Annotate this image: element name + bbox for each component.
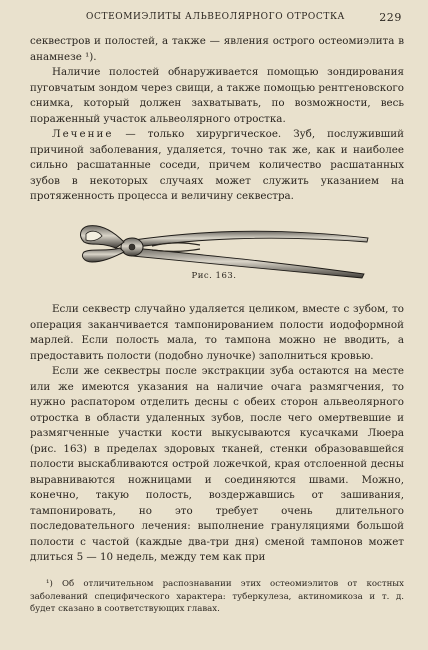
footnote (30, 578, 404, 616)
running-head-title: ОСТЕОМИЭЛИТЫ АЛЬВЕОЛЯРНОГО ОТРОСТКА (86, 12, 345, 22)
footnote-text: ¹) Об отличительном распознавании этих остеомиэлитов от костных заболеваний специфического характера: туберкулеза, актиномикоза и т. д. будет сказано в соответствующих главах. (30, 579, 404, 614)
text-block-bottom (30, 302, 404, 566)
paragraph-5: Если же секвестры после экстракции зуба остаются на месте или же имеются указания на наличие очага размягчения, то нужно распатором отделить десны с обеих сторон альвеолярного отростка в области удаленных зубов, после чего омертвевшие и размягченные участки кости выкусываются кусачками Люера (рис. 163) в пределах здоровых тканей, стенки образовавшейся полости выскабливаются острой ложечкой, края отслоенной десны выравниваются ножницами и соединяются швами. Можно, конечно, такую полость, воздержавшись от зашивания, тампонировать, но это требует очень длительного последовательного лечения: выполнение грануляциями большой полости с частой (каждые два-три дня) сменой тампонов может длиться 5 — 10 недель, между тем как при (30, 365, 404, 563)
paragraph-1: секвестров и полостей, а также — явления острого остеомиэлита в анамнезе ¹). (30, 35, 404, 63)
treatment-heading: Лечение (52, 128, 114, 140)
paragraph-4: Если секвестр случайно удаляется целиком, вместе с зубом, то операция заканчивается тампонированием полости иодоформной марлей. Если полость мала, то тампона можно не вводить, а предоставить полости (подобно луночке) заполниться кровью. (30, 303, 404, 362)
running-head (30, 12, 402, 26)
page-number: 229 (379, 11, 402, 24)
paragraph-2: Наличие полостей обнаруживается помощью зондирования пуговчатым зондом через свищи, а также помощью рентгеновского снимка, который должен захватывать, по возможности, весь пораженный участок альвеолярного отростка. (30, 66, 404, 125)
text-block-top (30, 34, 404, 205)
paragraph-3-body: — только хирургическое. Зуб, послуживший причиной заболевания, удаляется, точно так же, как и наиболее сильно расшатанные соседи, причем количество расшатанных зубов в некоторых случаях может служить указанием на протяженность процесса и величину секвестра. (30, 128, 404, 202)
paragraph-3 (30, 127, 404, 205)
figure-caption: Рис. 163. (191, 271, 237, 281)
